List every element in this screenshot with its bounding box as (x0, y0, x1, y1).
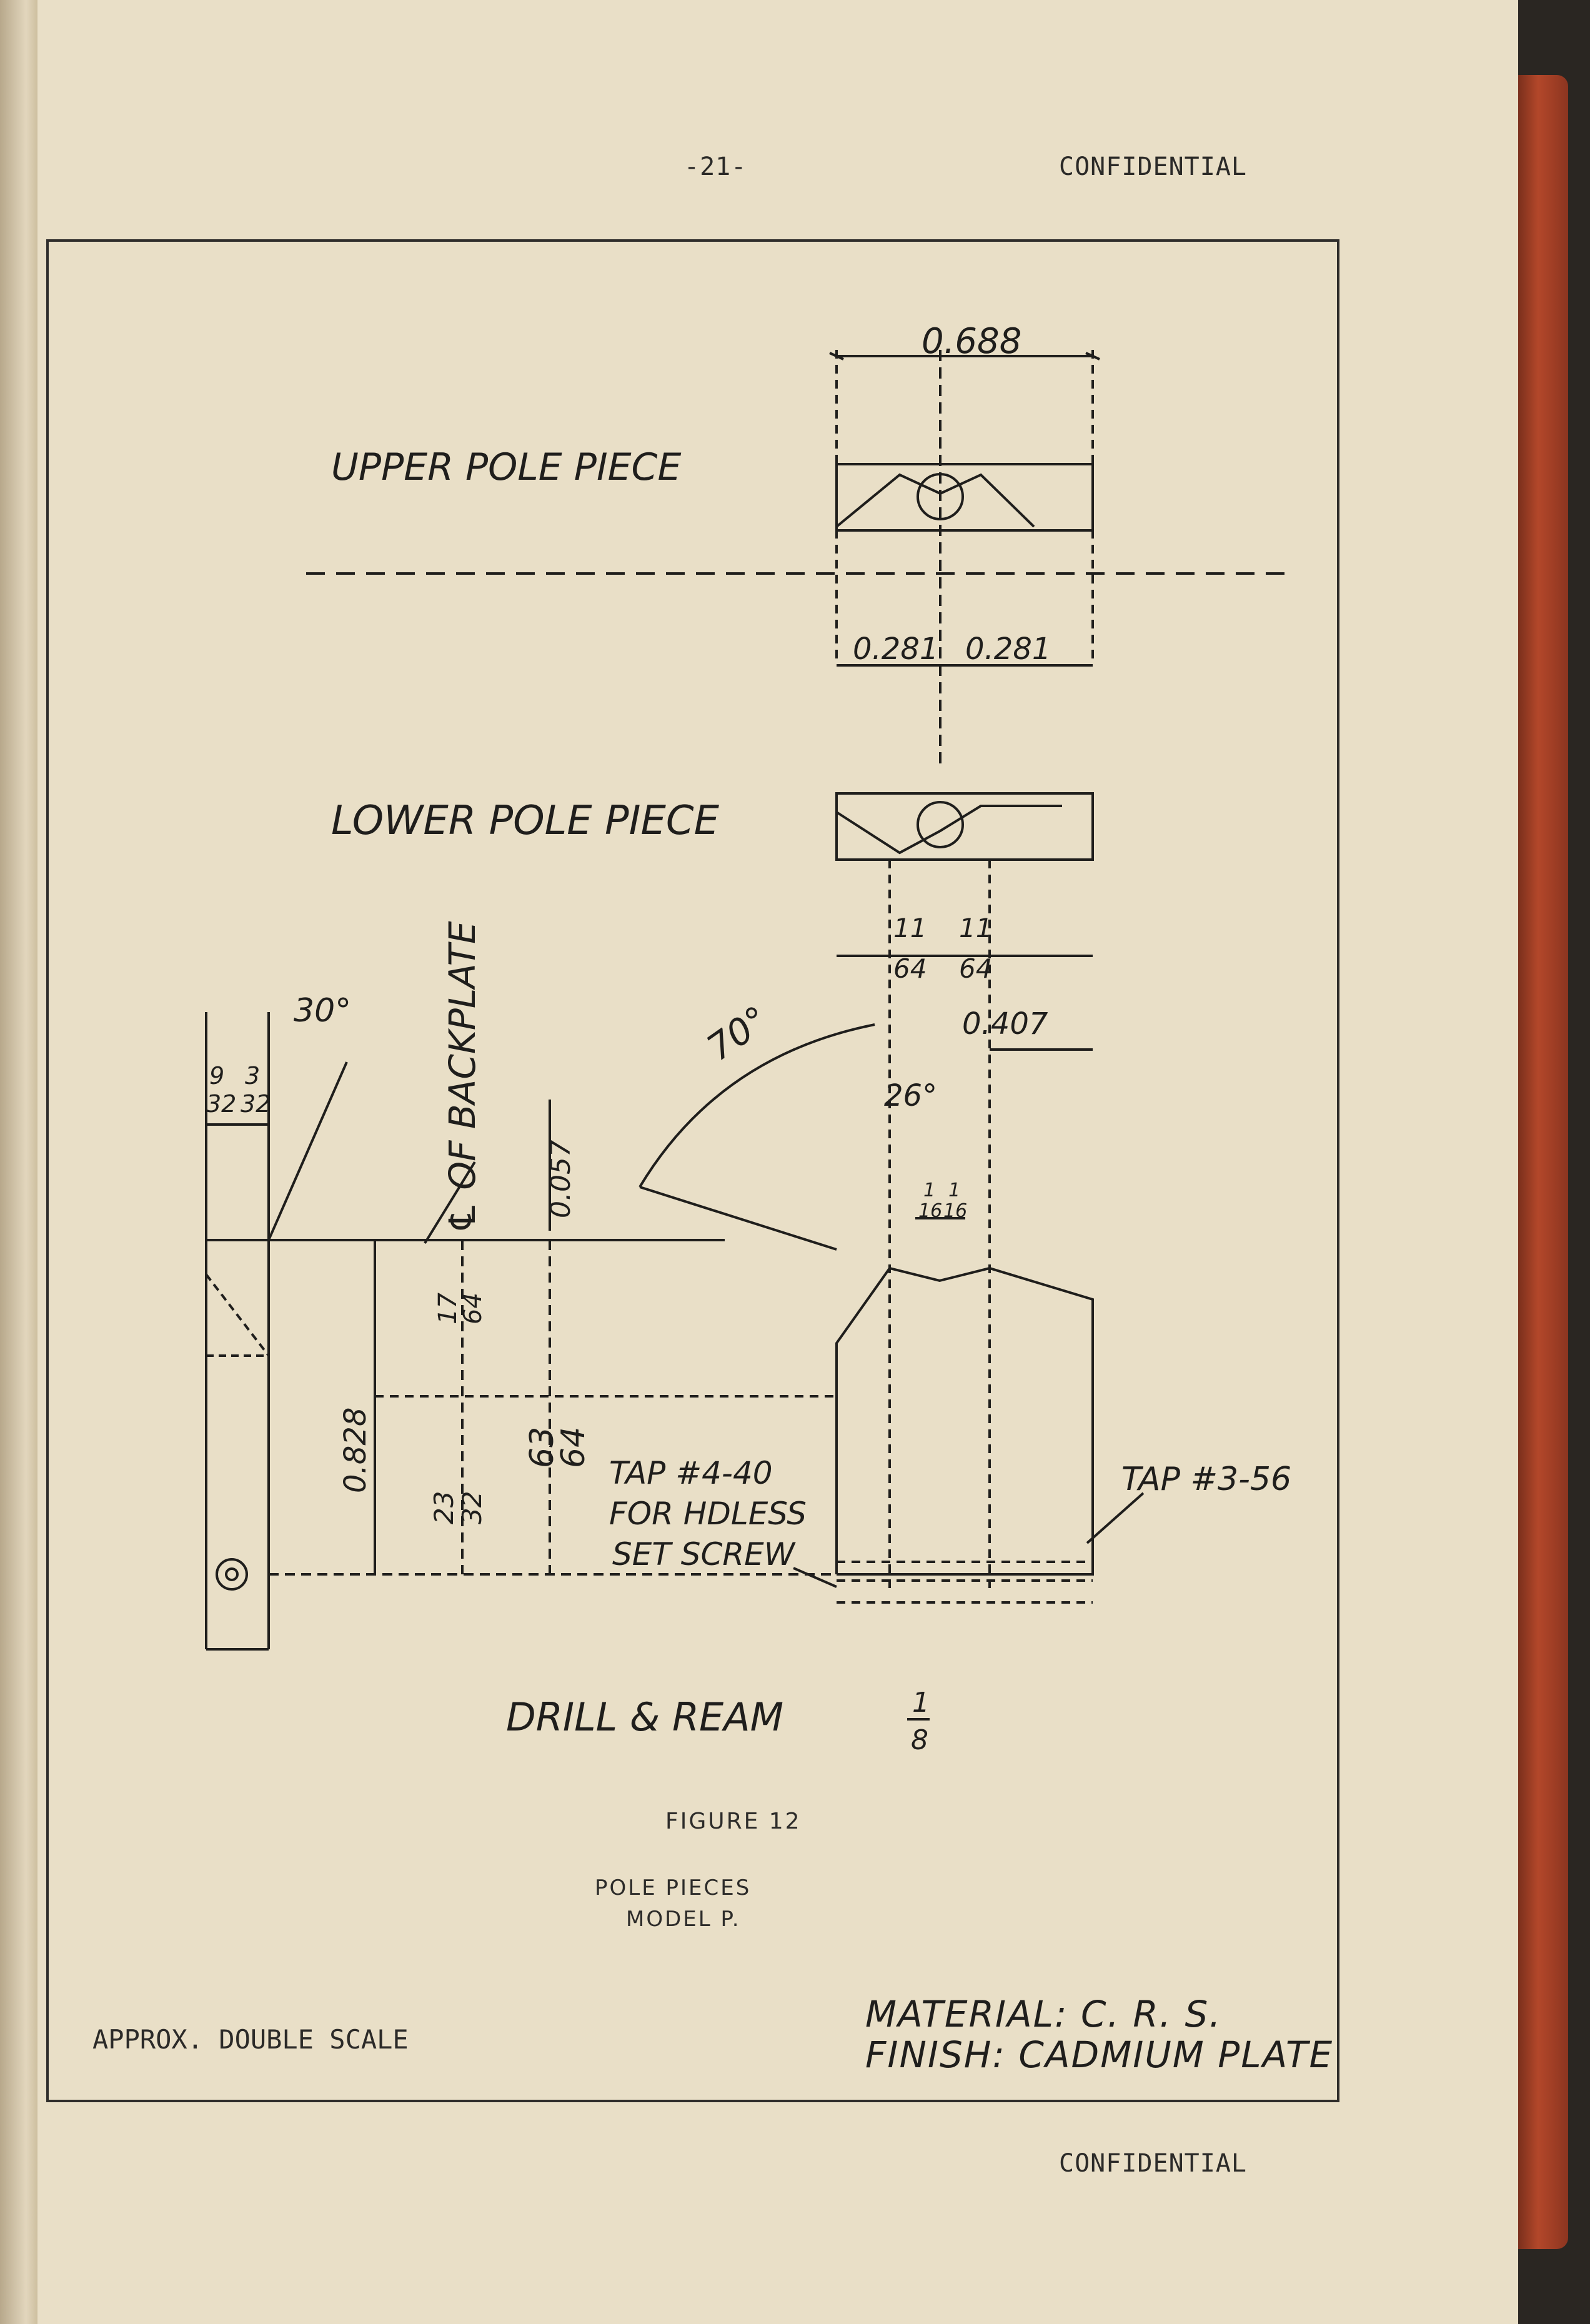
dim-1764-num: 17 (434, 1293, 462, 1324)
page-number: -21- (684, 152, 747, 181)
angle-30: 30° (294, 992, 352, 1030)
classification-footer: CONFIDENTIAL (1059, 2149, 1247, 2178)
tap-440-label: TAP #4-40 (609, 1455, 773, 1491)
dim-332-num: 3 (245, 1062, 261, 1090)
upper-pole-piece-label: UPPER POLE PIECE (331, 445, 682, 489)
tap-440-label-3: SET SCREW (612, 1536, 795, 1572)
classification-header: CONFIDENTIAL (1059, 152, 1247, 181)
dim-0828: 0.828 (338, 1407, 373, 1493)
lower-pole-piece-outline (837, 793, 1093, 860)
drill-frac-num: 1 (912, 1687, 930, 1719)
tap-440-leader (793, 1568, 837, 1587)
dim-1164a-num: 11 (893, 913, 927, 943)
tap-356-label: TAP #3-56 (1121, 1461, 1292, 1498)
dim-0057: 0.057 (545, 1140, 577, 1218)
angle-30-line (269, 1062, 347, 1240)
figure-caption-line1: POLE PIECES (595, 1875, 752, 1900)
side-view-hole-outer (217, 1559, 247, 1589)
dim-2332-den: 32 (457, 1491, 487, 1524)
dim-1164b-num: 11 (959, 913, 993, 943)
dim-2332-num: 23 (429, 1491, 459, 1524)
tap-356-leader (1087, 1493, 1143, 1543)
upper-pole-piece-outline (837, 464, 1093, 530)
dim-1764-den: 64 (459, 1293, 487, 1324)
scale-note: APPROX. DOUBLE SCALE (92, 2024, 409, 2055)
dim-932-num: 9 (209, 1062, 225, 1090)
angle-70-arc (640, 1025, 875, 1187)
dim-116a-num: 1 (923, 1179, 936, 1201)
dim-116b-den: 16 (943, 1200, 968, 1222)
angle-70: 70° (699, 997, 777, 1070)
lower-pole-piece-label: LOWER POLE PIECE (331, 798, 720, 844)
dim-116a-den: 16 (918, 1200, 943, 1222)
dim-6364-num: 63 (524, 1426, 561, 1468)
backplate-label: ℄ OF BACKPLATE (441, 921, 484, 1234)
dim-116b-num: 1 (948, 1179, 961, 1201)
figure-caption-line2: MODEL P. (626, 1907, 741, 1932)
dim-0688: 0.688 (922, 321, 1022, 362)
side-view-chamfer-hidden (206, 1274, 269, 1356)
material-spec: MATERIAL: C. R. S. (865, 1993, 1222, 2035)
side-view-hole-inner (226, 1569, 237, 1580)
dim-932-den: 32 (206, 1090, 237, 1118)
dim-1164a-den: 64 (893, 953, 927, 984)
dim-6364-den: 64 (555, 1426, 592, 1468)
finish-spec: FINISH: CADMIUM PLATE (865, 2034, 1334, 2076)
angle-26: 26° (884, 1078, 938, 1113)
drill-frac-den: 8 (911, 1724, 928, 1756)
front-view-outline (837, 1268, 1093, 1574)
drill-ream-label: DRILL & REAM (506, 1694, 784, 1740)
dim-332-den: 32 (241, 1090, 271, 1118)
dim-0281-left: 0.281 (853, 632, 939, 667)
figure-title: FIGURE 12 (665, 1809, 802, 1834)
tap-440-label-2: FOR HDLESS (609, 1496, 807, 1532)
dim-1164b-den: 64 (959, 953, 993, 984)
dim-0281-right: 0.281 (965, 632, 1051, 667)
dim-0407: 0.407 (962, 1006, 1048, 1041)
